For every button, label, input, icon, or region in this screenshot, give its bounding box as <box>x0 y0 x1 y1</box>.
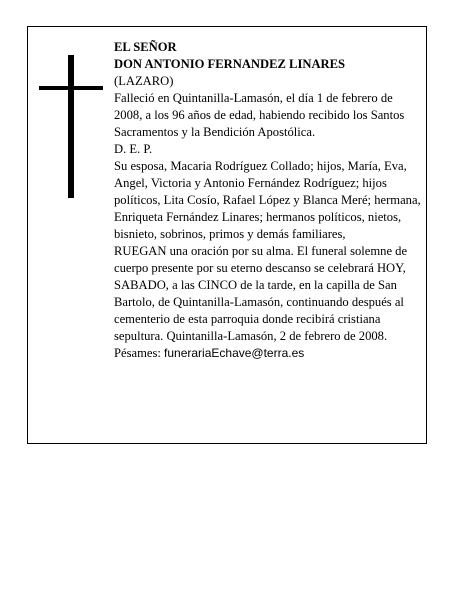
condolences-label: Pésames: <box>114 346 161 360</box>
dep-line: D. E. P. <box>114 142 153 156</box>
cross-horizontal-bar <box>39 86 103 90</box>
notice-title: EL SEÑOR <box>114 40 177 54</box>
deceased-name: DON ANTONIO FERNANDEZ LINARES <box>114 57 346 71</box>
family-list: Su esposa, Macaria Rodríguez Collado; hijos, María, Eva, Angel, Victoria y Antonio Fernández Rodríguez; hijos políticos, Lita Cosío, Rafael López y Blanca Meré; hermana, Enriqueta Fernández Linares; hermanos políticos, nietos, bisnieto, sobrinos, primos y demás familiares, <box>114 159 421 241</box>
funeral-details: RUEGAN una oración por su alma. El funeral solemne de cuerpo presente por su eterno descanso se celebrará HOY, SABADO, a las CINCO de la tarde, en la capilla de San Bartolo, de Quintanilla-Lamasón, continuando después al cementerio de esta parroquia donde recibirá cristiana sepultura. Quintanilla-Lamasón, 2 de febrero de 2008. <box>114 244 408 343</box>
notice-text <box>114 39 422 362</box>
obituary-notice <box>27 26 427 444</box>
death-announcement: Falleció en Quintanilla-Lamasón, el día 1 de febrero de 2008, a los 96 años de edad, habiendo recibido los Santos Sacramentos y la Bendición Apostólica. <box>114 91 405 139</box>
cross-vertical-bar <box>68 55 74 198</box>
deceased-alias: (LAZARO) <box>114 74 174 88</box>
condolences-line <box>114 345 422 362</box>
condolences-email[interactable]: funerariaEchave@terra.es <box>164 346 305 360</box>
